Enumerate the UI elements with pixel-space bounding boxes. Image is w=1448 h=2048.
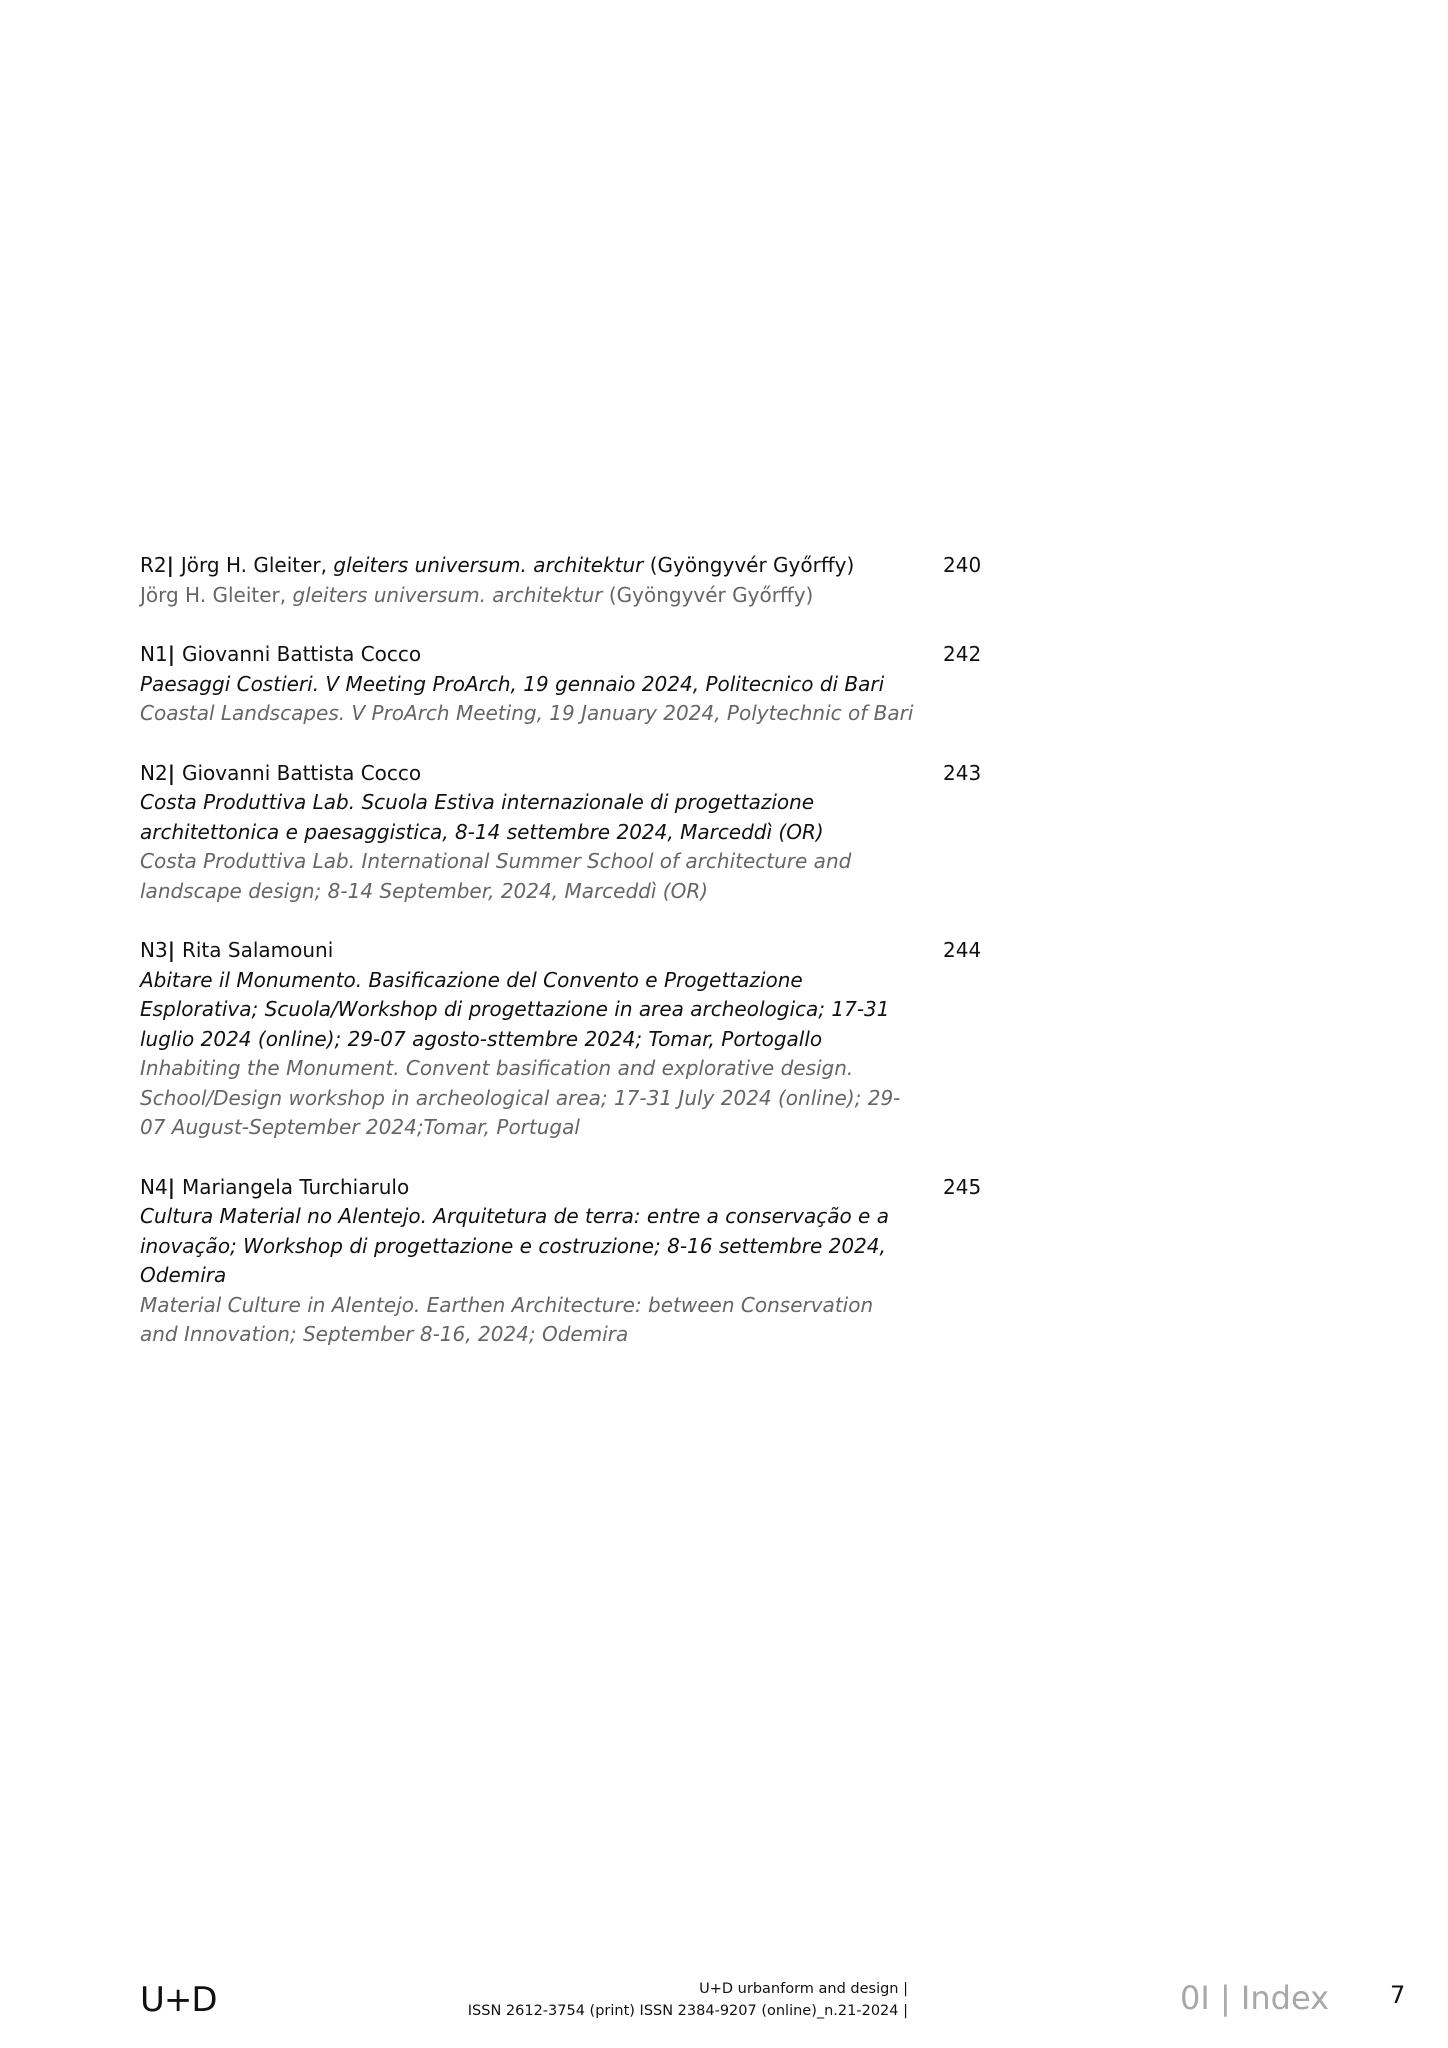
entry-italian-line: Cultura Material no Alentejo. Arquitetura de terra: entre a conservação e a (140, 1204, 889, 1228)
entry-heading (140, 640, 910, 670)
entry-italian-line: Abitare il Monumento. Basificazione del Convento e Progettazione (140, 967, 803, 992)
entry-heading (140, 1173, 910, 1203)
entry-english-line: 07 August-September 2024;Tomar, Portugal (140, 1115, 580, 1139)
entry-code: N2 (140, 760, 168, 785)
entry-english-line: and Innovation; September 8-16, 2024; Odemira (140, 1322, 629, 1346)
entry-english-line: Coastal Landscapes. V ProArch Meeting, 19 January 2024, Polytechnic of Bari (140, 701, 914, 725)
entry-page-number: 243 (943, 760, 982, 785)
toc-entry-r2 (140, 551, 990, 610)
entry-english-line: School/Design workshop in archeological area; 17-31 July 2024 (online); 29- (140, 1085, 901, 1110)
journal-info (468, 1978, 908, 2022)
entry-title-tail: (Gyöngyvér Győrffy) (643, 553, 855, 577)
entry-author-en: Jörg H. Gleiter, (140, 582, 293, 607)
journal-issn: ISSN 2612-3754 (print) ISSN 2384-9207 (online)_n.21-2024 | (467, 2003, 908, 2019)
section-label: 0I | Index (1180, 1979, 1330, 2017)
toc-entry-n3 (140, 936, 990, 1143)
page-number: 7 (1390, 1981, 1406, 2009)
entry-italian-line: Costa Produttiva Lab. Scuola Estiva internazionale di progettazione (140, 790, 815, 814)
toc-entry-n2 (140, 759, 990, 907)
journal-name: U+D urbanform and design | (699, 1981, 908, 1997)
entry-code: R2 (140, 553, 167, 577)
journal-logo: U+D (140, 1980, 217, 2020)
entry-title-tail-en: (Gyöngyvér Győrffy) (602, 582, 814, 607)
toc-entry-n1 (140, 640, 990, 729)
entry-page-number: 242 (943, 642, 982, 666)
entry-italian-line: architettonica e paesaggistica, 8-14 settembre 2024, Marceddì (OR) (140, 819, 824, 844)
entry-heading (140, 759, 910, 789)
entry-separator: | (167, 938, 182, 962)
entry-italian-line: inovação; Workshop di progettazione e costruzione; 8-16 settembre 2024, (140, 1233, 886, 1258)
entry-english-line: Inhabiting the Monument. Convent basification and explorative design. (140, 1056, 854, 1080)
entry-author: Giovanni Battista Cocco (181, 760, 422, 785)
entry-title-en: gleiters universum. architektur (292, 582, 603, 607)
entry-separator: | (167, 642, 182, 666)
entry-separator: | (167, 1174, 182, 1199)
entry-author: Giovanni Battista Cocco (181, 642, 422, 666)
entry-author: Jörg H. Gleiter, (180, 553, 334, 577)
entry-author: Mariangela Turchiarulo (181, 1174, 410, 1199)
table-of-contents (140, 551, 990, 1350)
entry-page-number: 245 (943, 1174, 982, 1199)
entry-author: Rita Salamouni (181, 938, 334, 962)
entry-page-number: 240 (943, 553, 982, 577)
entry-code: N4 (140, 1174, 168, 1199)
entry-english-line: landscape design; 8-14 September, 2024, Marceddì (OR) (140, 878, 709, 903)
entry-heading (140, 936, 910, 966)
entry-italian-line: Odemira (140, 1263, 227, 1287)
entry-heading (140, 551, 910, 581)
entry-english-line (140, 581, 910, 611)
entry-separator: | (167, 760, 182, 785)
toc-entry-n4 (140, 1173, 990, 1350)
entry-title: gleiters universum. architektur (333, 553, 644, 577)
entry-english-line: Material Culture in Alentejo. Earthen Architecture: between Conservation (140, 1292, 874, 1317)
entry-italian-line: luglio 2024 (online); 29-07 agosto-sttembre 2024; Tomar, Portogallo (140, 1026, 823, 1051)
entry-page-number: 244 (943, 938, 982, 962)
entry-italian-line: Paesaggi Costieri. V Meeting ProArch, 19 gennaio 2024, Politecnico di Bari (140, 671, 885, 696)
entry-code: N3 (140, 938, 168, 962)
entry-code: N1 (140, 642, 168, 666)
entry-english-line: Costa Produttiva Lab. International Summer School of architecture and (140, 849, 852, 873)
entry-italian-line: Esplorativa; Scuola/Workshop di progettazione in area archeologica; 17-31 (140, 997, 890, 1021)
entry-separator: | (166, 553, 181, 577)
